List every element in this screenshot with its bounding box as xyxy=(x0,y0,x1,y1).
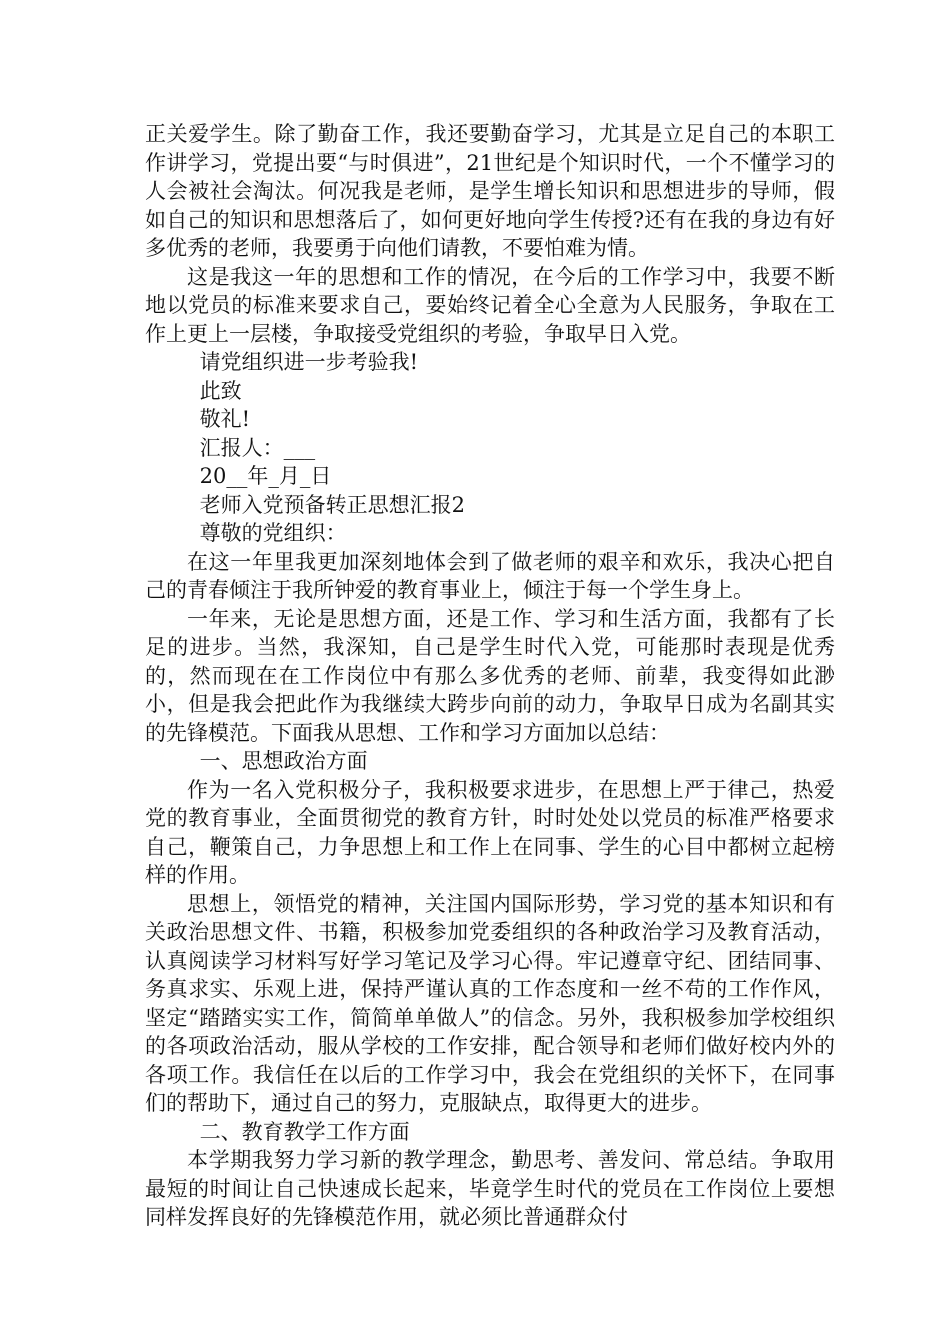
paragraph-politics-1: 作为一名入党积极分子，我积极要求进步，在思想上严于律己，热爱党的教育事业，全面贯彻党的教育方针，时时处处以党员的标准严格要求自己，鞭策自己，力争思想上和工作上在同事、学生的心目中都树立起榜样的作用。 xyxy=(145,777,835,887)
paragraph-summary: 这是我这一年的思想和工作的情况，在今后的工作学习中，我要不断地以党员的标准来要求自己，要始终记着全心全意为人民服务，争取在工作上更上一层楼，争取接受党组织的考验，争取早日入党。 xyxy=(145,264,835,346)
salutation-jingli: 敬礼! xyxy=(199,407,251,431)
closing-request: 请党组织进一步考验我! xyxy=(199,350,419,374)
paragraph-overview: 一年来，无论是思想方面，还是工作、学习和生活方面，我都有了长足的进步。当然，我深知，自己是学生时代入党，可能那时表现是优秀的，然而现在在工作岗位中有那么多优秀的老师、前辈，我变得如此渺小，但是我会把此作为我继续大跨步向前的动力，争取早日成为名副其实的先锋模范。下面我从思想、工作和学习方面加以总结： xyxy=(145,606,835,745)
date-line: 20__年_月_日 xyxy=(199,464,332,488)
greeting-line: 尊敬的党组织： xyxy=(199,521,347,545)
section-heading-teaching: 二、教育教学工作方面 xyxy=(199,1119,410,1144)
salutation-zhizhi: 此致 xyxy=(199,378,242,403)
report-title: 老师入党预备转正思想汇报2 xyxy=(199,492,465,517)
document-body xyxy=(145,120,835,1232)
paragraph-politics-2: 思想上，领悟党的精神，关注国内国际形势，学习党的基本知识和有关政治思想文件、书籍，积极参加党委组织的各种政治学习及教育活动，认真阅读学习材料写好学习笔记及学习心得。牢记遵章守纪、团结同事、务真求实、乐观上进，保持严谨认真的工作态度和一丝不苟的工作作风，坚定“踏踏实实工作，简简单单做人”的信念。另外，我积极参加学校组织的各项政治活动，服从学校的工作安排，配合领导和老师们做好校内外的各项工作。我信任在以后的工作学习中，我会在党组织的关怀下，在同事们的帮助下，通过自己的努力，克服缺点，取得更大的进步。 xyxy=(145,891,835,1115)
section-heading-politics: 一、思想政治方面 xyxy=(199,749,368,773)
paragraph-teaching-1: 本学期我努力学习新的教学理念，勤思考、善发问、常总结。争取用最短的时间让自己快速成长起来，毕竟学生时代的党员在工作岗位上要想同样发挥良好的先锋模范作用，就必须比普通群众付 xyxy=(145,1148,835,1229)
reporter-line: 汇报人：___ xyxy=(199,435,316,460)
paragraph-intro: 在这一年里我更加深刻地体会到了做老师的艰辛和欢乐，我决心把自己的青春倾注于我所钟爱的教育事业上，倾注于每一个学生身上。 xyxy=(145,549,835,602)
paragraph-continuation: 正关爱学生。除了勤奋工作，我还要勤奋学习，尤其是立足自己的本职工作讲学习，党提出要“与时俱进”，21世纪是个知识时代，一个不懂学习的人会被社会淘汰。何况我是老师，是学生增长知识和思想进步的导师，假如自己的知识和思想落后了，如何更好地向学生传授?还有在我的身边有好多优秀的老师，我要勇于向他们请教，不要怕难为情。 xyxy=(145,122,835,260)
